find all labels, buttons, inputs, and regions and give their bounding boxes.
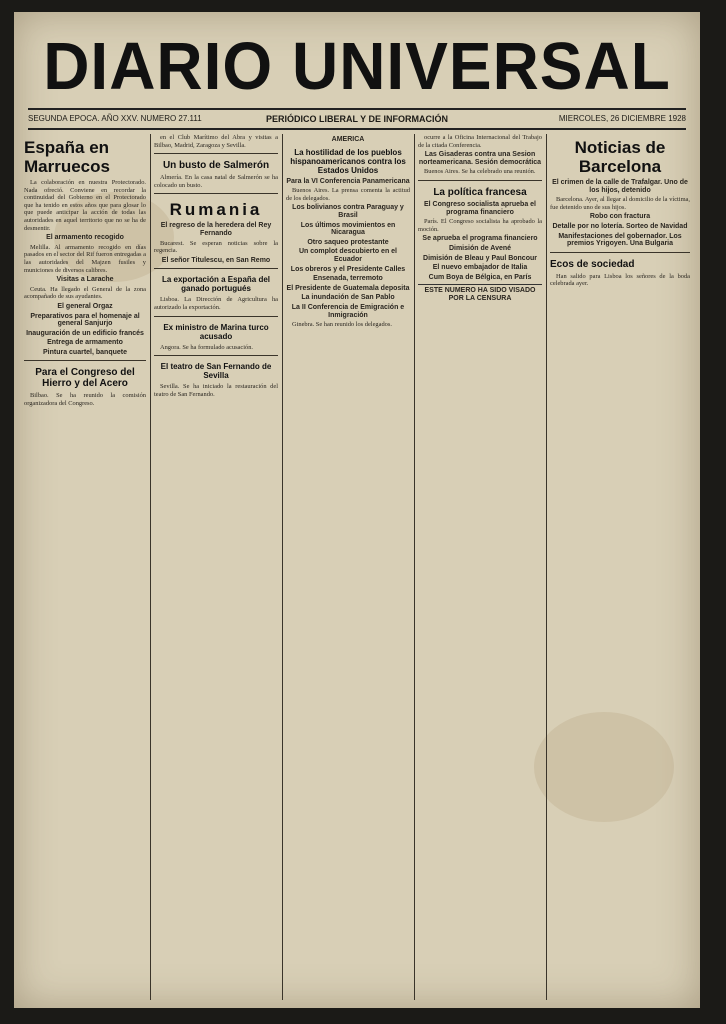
- subhead: Manifestaciones del gobernador. Los premios Yrigoyen. Una Bulgaria: [558, 232, 682, 248]
- headline-exportacion-ganado: La exportación a España del ganado portugués: [161, 275, 271, 294]
- subhead: El general Orgaz: [57, 302, 113, 310]
- subhead: El nuevo embajador de Italia: [432, 264, 528, 272]
- article-text: Melilla. Al armamento recogido en días pasados en el sector del Rif fueron entregadas a las autoridades del Majzen fusiles y municiones de diversos calibres.: [24, 243, 146, 274]
- article-text: Buenos Aires. La prensa comenta la actitud de los delegados.: [286, 187, 410, 202]
- column-3: [286, 134, 410, 1000]
- column-4: [418, 134, 542, 1000]
- subhead: Visitas a Larache: [56, 276, 114, 284]
- headline-espana-marruecos: España en Marruecos: [24, 138, 110, 176]
- subhead: Inauguración de un edificio francés: [26, 329, 144, 337]
- subhead: Otro saqueo protestante: [307, 238, 389, 246]
- column-rule: [150, 134, 151, 1000]
- censorship-note: ESTE NUMERO HA SIDO VISADO POR LA CENSURA: [418, 284, 542, 302]
- subhead: Para la VI Conferencia Panamericana: [286, 177, 410, 185]
- article-text: Ceuta. Ha llegado el General de la zona acompañado de sus ayudantes.: [24, 285, 146, 301]
- subhead: Los bolivianos contra Paraguay y Brasil: [292, 204, 404, 219]
- subhead: El Congreso socialista aprueba el programa financiero: [423, 200, 537, 216]
- headline-noticias-barcelona: Noticias de Barcelona: [574, 138, 666, 176]
- headline-congreso-hierro: Para el Congreso del Hierro y del Acero: [35, 367, 135, 390]
- subhead: Pintura cuartel, banquete: [42, 348, 128, 356]
- subhead: Se aprueba el programa financiero: [422, 235, 538, 243]
- subhead: El crimen de la calle de Trafalgar. Uno de los hijos, detenido: [552, 179, 688, 194]
- headline-ecos-sociedad: Ecos de sociedad: [550, 258, 635, 270]
- article-text: Almería. En la casa natal de Salmerón se ha colocado un busto.: [154, 174, 278, 189]
- subhead: El señor Titulescu, en San Remo: [161, 256, 271, 264]
- masthead-title: DIARIO UNIVERSAL: [43, 28, 671, 104]
- subhead: Dimisión de Bleau y Paul Boncour: [423, 254, 537, 262]
- subhead: Entrega de armamento: [47, 339, 123, 347]
- column-2: [154, 134, 278, 1000]
- column-5: [550, 134, 690, 1000]
- article-text: Lisboa. La Dirección de Agricultura ha autorizado la exportación.: [154, 296, 278, 311]
- subhead: El Presidente de Guatemala deposita: [286, 284, 410, 292]
- subhead: Detalle por no lotería. Sorteo de Navidad: [552, 222, 688, 230]
- article-text: París. El Congreso socialista ha aprobado la moción.: [418, 218, 542, 233]
- article-text: ocurre a la Oficina Internacional del Trabajo de la citada Conferencia.: [418, 134, 542, 149]
- tagline: PERIÓDICO LIBERAL Y DE INFORMACIÓN: [265, 114, 449, 124]
- article-text: Barcelona. Ayer, al llegar al domicilio de la víctima, fue detenido uno de sus hijos.: [550, 196, 690, 211]
- edition-info: SEGUNDA EPOCA. AÑO XXV. NUMERO 27.111: [28, 114, 202, 123]
- subhead: El regreso de la heredera del Rey Fernando: [160, 222, 272, 237]
- subhead: Dimisión de Avené: [448, 244, 512, 252]
- headline-rumania: Rumania: [169, 200, 263, 220]
- article-text: La colaboración en nuestra Protectorado. Nada ofreció. Conviene en recordar la continuidad del Gobierno en el Protectorado que ha tenido en estos años que para glosar lo que puede anticipar la acción de todas las autoridades en aquel territorio que no se ha de desmentir.: [24, 179, 146, 232]
- article-text: Ginebra. Se han reunido los delegados.: [292, 321, 392, 329]
- article-text: Angora. Se ha formulado acusación.: [160, 343, 253, 351]
- subhead: Los obreros y el Presidente Calles: [290, 265, 406, 273]
- headline-politica-francesa: La política francesa: [433, 186, 527, 198]
- article-text: Buenos Aires. Se ha celebrado una reunión.: [424, 168, 536, 176]
- article-text: Han salido para Lisboa los señores de la boda celebrada ayer.: [550, 272, 690, 288]
- headline-hostilidad: La hostilidad de los pueblos hispanoamericanos contra los Estados Unidos: [290, 147, 406, 175]
- subhead: Cum Boya de Bélgica, en París: [428, 273, 532, 281]
- headline-teatro-sevilla: El teatro de San Fernando de Sevilla: [160, 362, 272, 381]
- column-1: [24, 134, 146, 1000]
- article-text: en el Club Marítimo del Abra y visitas a Bilbao, Madrid, Zaragoza y Sevilla.: [154, 134, 278, 149]
- subhead: Los últimos movimientos en Nicaragua: [300, 221, 396, 237]
- subhead: Robo con fractura: [589, 213, 651, 221]
- article-text: Bilbao. Se ha reunido la comisión organizadora del Congreso.: [24, 392, 146, 408]
- column-rule: [414, 134, 415, 1000]
- masthead-subline: [28, 112, 686, 126]
- subhead: El armamento recogido: [46, 234, 124, 242]
- subhead: La inundación de San Pablo: [301, 294, 395, 302]
- headline-ministro-turco: Ex ministro de Marina turco acusado: [163, 322, 269, 341]
- subline-rule: [28, 128, 686, 130]
- article-text: Sevilla. Se ha iniciado la restauración del teatro de San Fernando.: [154, 383, 278, 398]
- masthead-rule: [28, 108, 686, 110]
- subhead: Preparativos para el homenaje al general Sanjurjo: [30, 312, 140, 328]
- column-rule: [546, 134, 547, 1000]
- subhead: Ensenada, terremoto: [313, 275, 383, 283]
- subhead: La II Conferencia de Emigración e Inmigración: [291, 303, 405, 319]
- newspaper-page: [14, 12, 700, 1008]
- headline-busto-salmeron: Un busto de Salmerón: [162, 160, 270, 172]
- section-label: AMERICA: [331, 136, 365, 143]
- subhead: Un complot descubierto en el Ecuador: [298, 248, 397, 263]
- subhead: Las Gisaderas contra una Sesion norteamericana. Sesión democrática: [418, 151, 542, 166]
- column-rule: [282, 134, 283, 1000]
- article-text: Bucarest. Se esperan noticias sobre la regencia.: [154, 239, 278, 255]
- issue-date: MIERCOLES, 26 DICIEMBRE 1928: [558, 114, 686, 123]
